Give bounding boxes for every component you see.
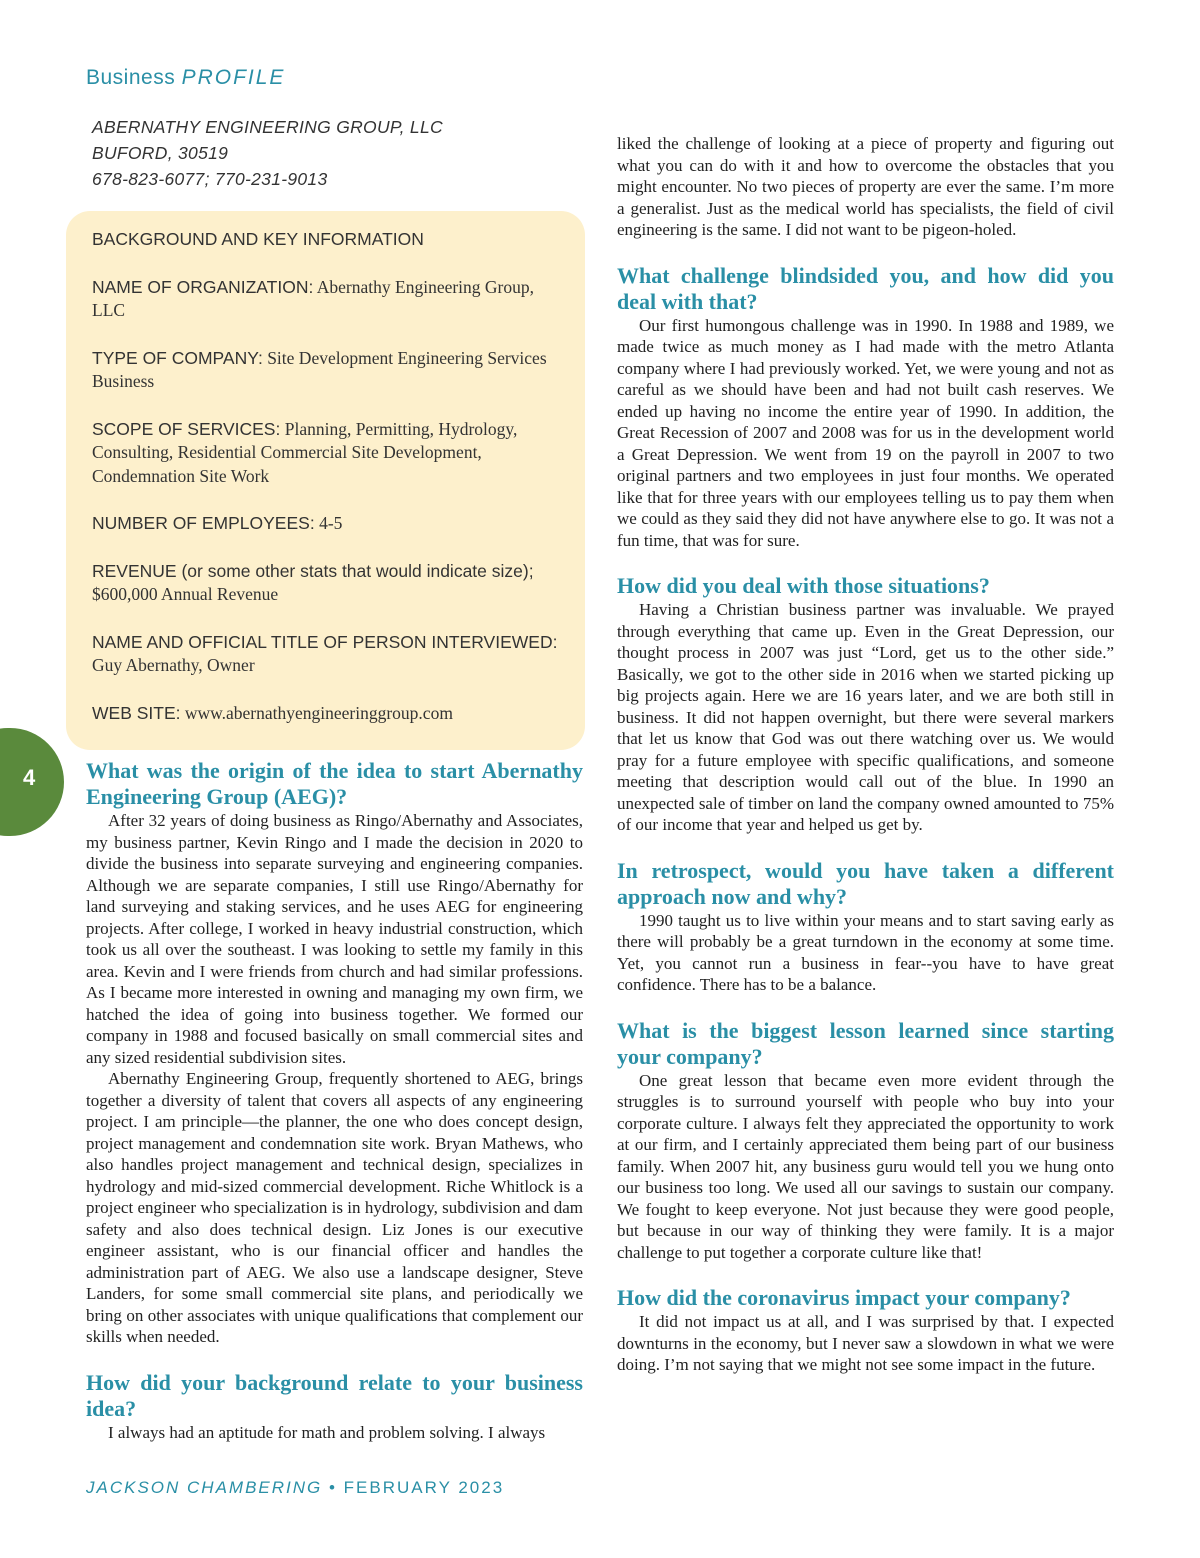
info-entry-value: Site Development Engineering Services Business — [92, 347, 547, 391]
info-entry-value: $600,000 Annual Revenue — [92, 584, 279, 604]
question-heading: What is the biggest lesson learned since starting your company? — [617, 1017, 1114, 1069]
info-box-title: BACKGROUND AND KEY INFORMATION — [92, 229, 424, 249]
footer-separator: • — [328, 1478, 337, 1497]
footer — [86, 1478, 504, 1498]
info-entry-company-type — [92, 347, 559, 394]
answer-paragraph: One great lesson that became even more evident through the struggles is to surround yourself with people who buy into your corporate culture. I always felt they appreciated the opportunity to work at our firm, and I certainly appreciated them being part of our business family. When 2007 hit, any business guru would tell you we hung onto our business too long. We used all our savings to sustain our company. We fought to keep everyone. Not just because they were good people, but because in our way of thinking they were family. It is a major challenge to put together a corporate culture like that! — [617, 1070, 1114, 1262]
page-number: 4 — [23, 765, 36, 790]
company-name: ABERNATHY ENGINEERING GROUP, LLC — [92, 117, 443, 137]
left-column — [86, 758, 583, 1443]
info-entry-value: 4-5 — [319, 513, 343, 533]
info-entry-label: TYPE OF COMPANY: — [92, 347, 263, 368]
question-heading: What was the origin of the idea to start Abernathy Engineering Group (AEG)? — [86, 758, 583, 809]
info-entry-value: Abernathy Engineering Group, LLC — [92, 276, 535, 320]
info-entry-label: REVENUE (or some other stats that would indicate size); — [92, 560, 534, 581]
answer-paragraph: It did not impact us at all, and I was surprised by that. I expected downturns in the economy, but I never saw a slowdown in what we were doing. I’m not saying that we might not see some impact in the future. — [617, 1312, 1114, 1374]
info-entry-label: NAME OF ORGANIZATION: — [92, 276, 314, 297]
question-heading: What challenge blindsided you, and how did you deal with that? — [617, 262, 1114, 314]
company-phones: 678-823-6077; 770-231-9013 — [92, 169, 328, 189]
footer-magazine: JACKSON CHAMBERING — [86, 1478, 323, 1497]
answer-paragraph: Having a Christian business partner was invaluable. We prayed through everything that came up. Even in the Great Depression, our thought process in 2007 was just “Lord, get us to the other side.” Basically, we got to the other side in 2016 when we started picking up big projects again. Here we are 16 years later, and we are both still in business. It did not happen overnight, but there were several markers that let us know that God was out there watching over us. We would pray for a future employee with specific qualifications, and someone meeting that description would call out of the blue. In 1990 an unexpected sale of timber on land the company owned amounted to 75% of our income that year and helped us get by. — [617, 600, 1114, 834]
info-entry-value: Guy Abernathy, Owner — [92, 655, 255, 675]
section-label-business: Business — [86, 66, 176, 89]
company-header — [92, 114, 443, 192]
question-heading: How did the coronavirus impact your company? — [617, 1285, 1071, 1310]
info-entry-label: SCOPE OF SERVICES: — [92, 418, 281, 439]
info-entry-label: NAME AND OFFICIAL TITLE OF PERSON INTERVIEWED: — [92, 631, 558, 652]
info-entry-revenue — [92, 560, 559, 607]
section-label — [86, 66, 285, 90]
answer-paragraph: Abernathy Engineering Group, frequently shortened to AEG, brings together a diversity of talent that covers all aspects of any engineering project. I am principle—the planner, the one who does concept design, project management and condemnation site work. Bryan Mathews, who also handles project management and technical design, specializes in hydrology and mid-sized commercial development. Riche Whitlock is a project engineer who specialization is in hydrology, subdivision and dam safety and also does technical design. Liz Jones is our executive engineer assistant, who is our financial officer and handles the administration part of AEG. We also use a landscape designer, Steve Landers, for some small commercial site plans, and periodically we bring on other associates with unique qualifications that complement our skills when needed. — [86, 1069, 583, 1346]
info-entry-employees — [92, 512, 559, 536]
question-heading: How did your background relate to your business idea? — [86, 1369, 583, 1421]
info-entry-scope — [92, 418, 559, 489]
footer-issue: FEBRUARY 2023 — [343, 1478, 505, 1497]
info-entry-label: WEB SITE: — [92, 702, 181, 723]
info-entry-value: www.abernathyengineeringgroup.com — [184, 702, 453, 723]
company-city: BUFORD, 30519 — [92, 143, 229, 163]
answer-paragraph: 1990 taught us to live within your means and to start saving early as there will probably be a great turndown in the economy at some time. Yet, you cannot run a business in fear--you have to have great confidence. There has to be a balance. — [617, 910, 1114, 994]
answer-paragraph: I always had an aptitude for math and problem solving. I always — [108, 1422, 546, 1442]
background-info-box — [66, 211, 585, 750]
answer-paragraph: liked the challenge of looking at a piece of property and figuring out what you can do with it and how to overcome the obstacles that you might encounter. No two pieces of property are ever the same. I’m more a generalist. Just as the medical world has specialists, the field of civil engineering is the same. I did not want to be pigeon-holed. — [617, 134, 1114, 239]
answer-paragraph: After 32 years of doing business as Ringo/Abernathy and Associates, my business partner, Kevin Ringo and I made the decision in 2020 to divide the business into separate surveying and engineering companies. Although we are separate companies, I still use Ringo/Abernathy for land surveying and staking services, and he uses AEG for engineering projects. After college, I worked in heavy industrial construction, which took us all over the southeast. I was looking to settle my family in this area. Kevin and I were friends from church and had similar professions. As I became more interested in owning and managing my own firm, we hatched the idea of going into business together. We formed our company in 1988 and focused basically on small commercial sites and any sized residential subdivision sites. — [86, 811, 583, 1067]
answer-paragraph: Our first humongous challenge was in 1990. In 1988 and 1989, we made twice as much money as I had made with the metro Atlanta company where I had previously worked. Yet, we were young and not as careful as we should have been and had not built cash reserves. We ended up having no income the entire year of 1990. In addition, the Great Recession of 2007 and 2008 was for us in the development world a Great Depression. We went from 19 on the payroll in 2007 to two original partners and two employees in just four months. We operated like that for three years with our employees telling us to pay them when we could as they said they did not have anywhere else to go. It was not a fun time, that was for sure. — [617, 315, 1114, 550]
info-entry-label: NUMBER OF EMPLOYEES: — [92, 513, 315, 533]
info-entry-interviewee — [92, 631, 559, 678]
question-heading: In retrospect, would you have taken a different approach now and why? — [617, 857, 1114, 909]
info-entry-organization — [92, 276, 559, 323]
right-column — [617, 133, 1114, 1376]
info-entry-value: Planning, Permitting, Hydrology, Consulting, Residential Commercial Site Development, Condemnation Site Work — [92, 418, 518, 486]
section-label-profile: PROFILE — [181, 66, 286, 89]
question-heading: How did you deal with those situations? — [617, 573, 990, 598]
info-entry-website — [92, 702, 559, 726]
